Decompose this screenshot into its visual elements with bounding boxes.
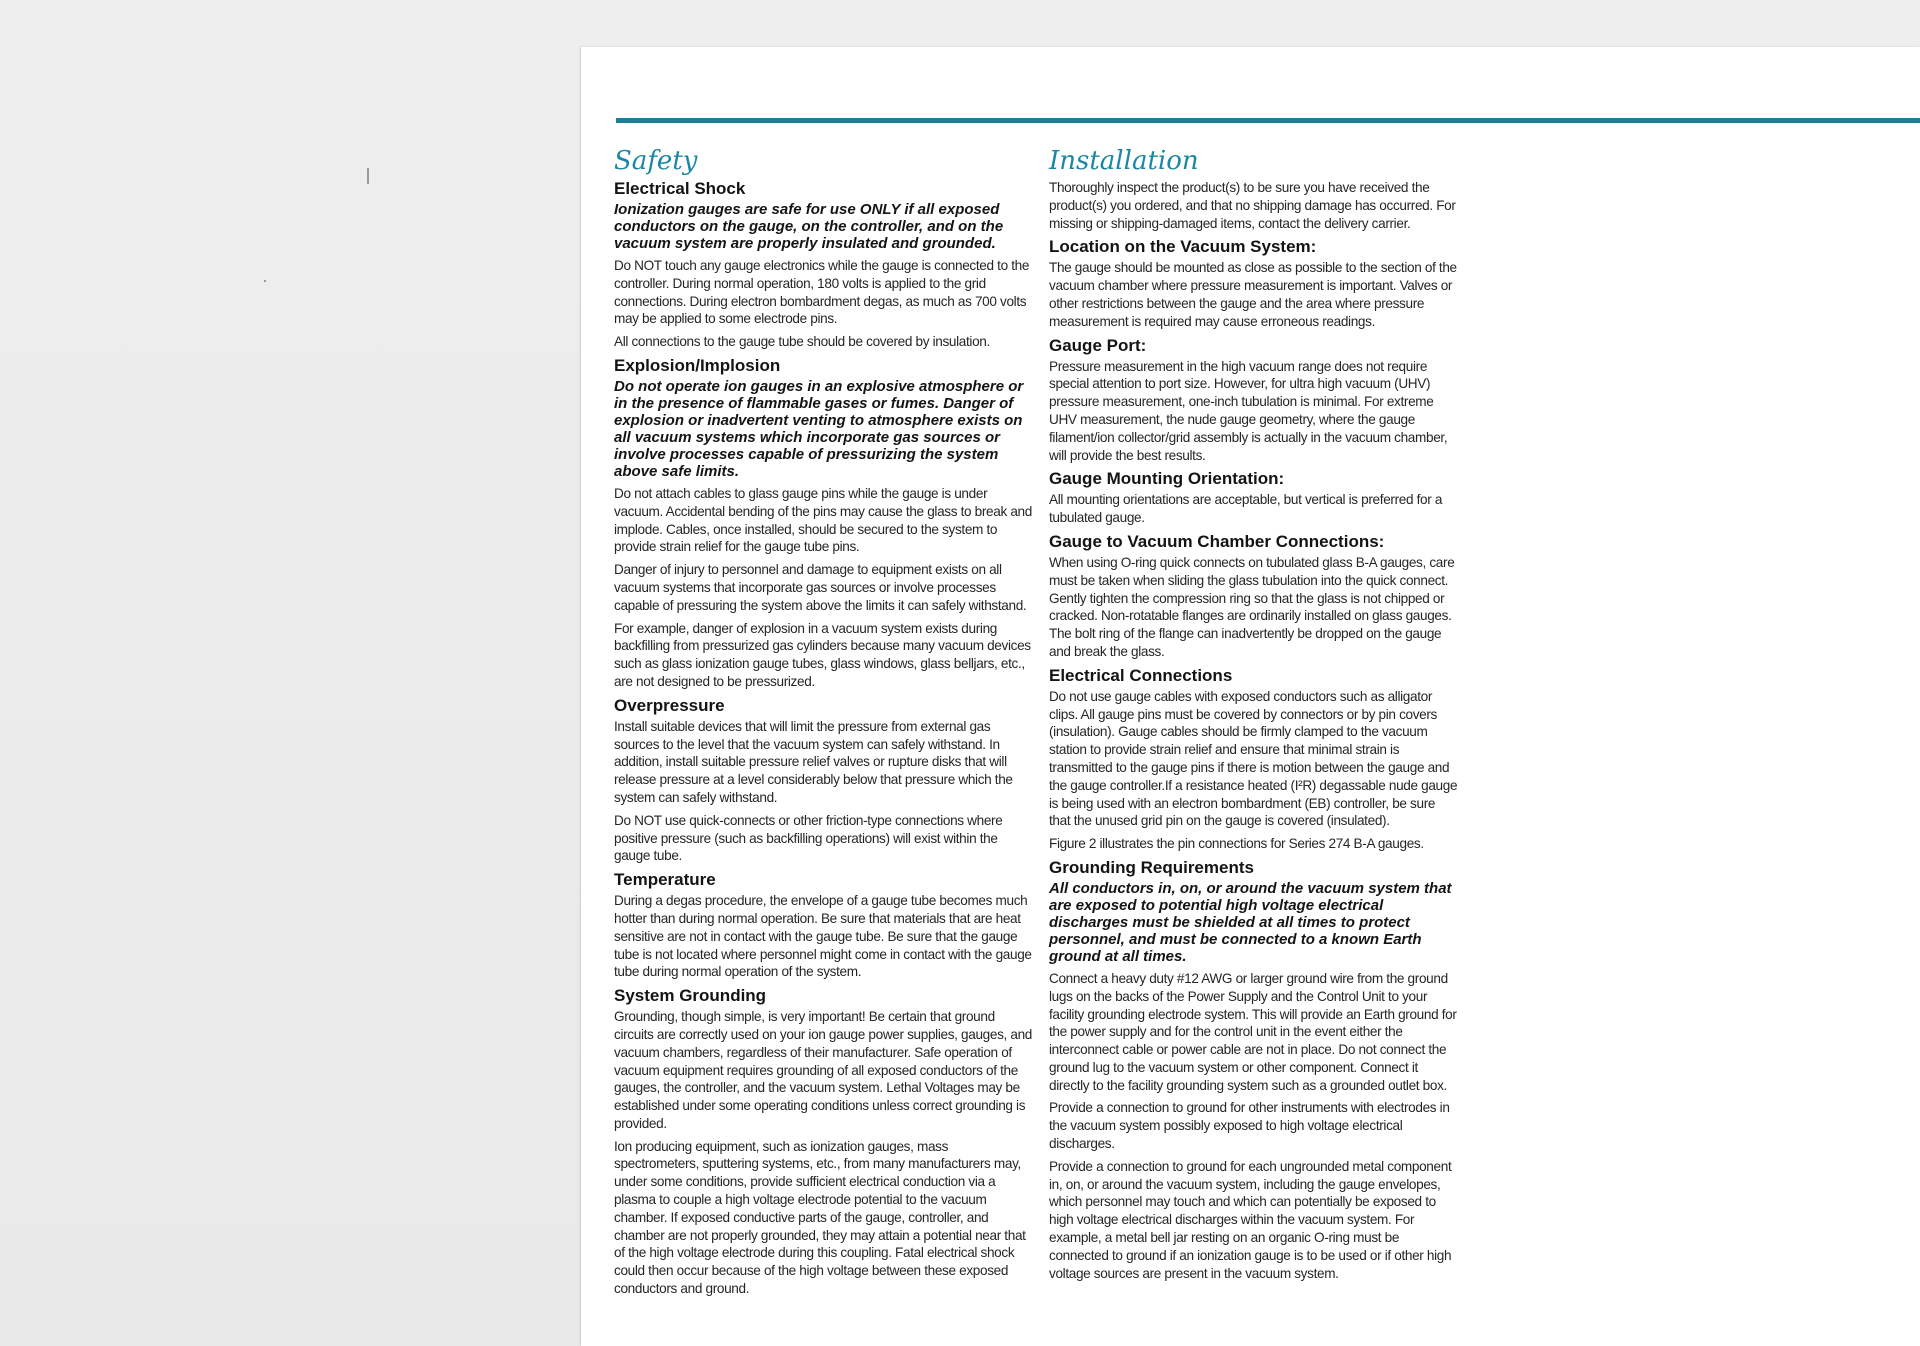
safety-column	[614, 147, 1034, 1303]
subheading: Gauge to Vacuum Chamber Connections:	[1049, 531, 1385, 551]
body-paragraph: Do NOT use quick-connects or other friction-type connections where positive pressure (such as backfilling operations) will exist within the gauge tube.	[614, 812, 1003, 864]
body-paragraph: Do NOT touch any gauge electronics while the gauge is connected to the controller. During normal operation, 180 volts is applied to the grid connections. During electron bombardment degas, as much as 700 volts may be applied to some electrode pins.	[614, 258, 1030, 327]
subheading: Location on the Vacuum System:	[1049, 237, 1317, 257]
safety-column-content	[614, 147, 1034, 1298]
body-paragraph: Ion producing equipment, such as ionization gauges, mass spectrometers, sputtering systems, etc., from many manufacturers may, under some conditions, provide sufficient electrical conduction via a plasma to couple a high voltage electrode potential to the vacuum chamber. If exposed conductive parts of the gauge, controller, and chamber are not properly grounded, they may attain a potential near that of the high voltage electrode during this coupling. Fatal electrical shock could then occur because of the high voltage between these exposed conductors and ground.	[614, 1138, 1026, 1297]
warning-text: Ionization gauges are safe for use ONLY if all exposed conductors on the gauge, on the controller, and on the vacuum system are properly insulated and grounded.	[614, 201, 1004, 252]
dust-speck	[367, 168, 369, 184]
body-paragraph: Install suitable devices that will limit the pressure from external gas sources to the level that the vacuum system can safely withstand. In addition, install suitable pressure relief valves or rupture disks that will release pressure at a level considerably below that pressure which the system can safely withstand.	[614, 718, 1013, 805]
warning-text: Do not operate ion gauges in an explosive atmosphere or in the presence of flammable gases or fumes. Danger of explosion or inadvertent venting to atmosphere exists on all vacuum systems which incorporate gas sources or involve processes capable of pressurizing the system above safe limits.	[614, 377, 1024, 480]
subheading: Overpressure	[614, 695, 725, 715]
body-paragraph: All mounting orientations are acceptable, but vertical is preferred for a tubulated gauge.	[1049, 492, 1443, 526]
document-page	[581, 47, 1920, 1346]
body-paragraph: Do not attach cables to glass gauge pins while the gauge is under vacuum. Accidental bending of the pins may cause the glass to break and implode. Cables, once installed, should be secured to the system to provide strain relief for the gauge tube pins.	[614, 485, 1032, 555]
body-paragraph: Do not use gauge cables with exposed conductors such as alligator clips. All gauge pins must be covered by connectors or by pin covers (insulation). Gauge cables should be firmly clamped to the vacuum station to provide strain relief and ensure that minimal strain is transmitted to the gauge pins if there is motion between the gauge and the gauge controller.If a resistance heated (I²R) degassable nude gauge is being used with an electron bombardment (EB) controller, be sure that the unused grid pin on the gauge is covered (insulated).	[1049, 688, 1458, 829]
warning-text: All conductors in, on, or around the vacuum system that are exposed to potential high voltage electrical discharges must be shielded at all times to protect personnel, and must be connected to a known Earth ground at all times.	[1049, 879, 1452, 965]
body-paragraph: During a degas procedure, the envelope of a gauge tube becomes much hotter than during normal operation. Be sure that materials that are heat sensitive are not in contact with the gauge tube. Be sure that the gauge tube is not located where personnel might come in contact with the gauge tube during normal operation of the system.	[614, 893, 1032, 980]
body-paragraph: Grounding, though simple, is very important! Be certain that ground circuits are correctly used on your ion gauge power supplies, gauges, and vacuum chambers, regardless of their manufacturer. Safe operation of vacuum equipment requires grounding of all exposed conductors of the gauges, the controller, and the vacuum system. Lethal Voltages may be established under some operating conditions unless correct grounding is provided.	[614, 1009, 1033, 1131]
installation-column	[1049, 147, 1459, 1287]
subheading: System Grounding	[614, 986, 767, 1006]
subheading: Electrical Connections	[1049, 665, 1233, 685]
subheading: Gauge Mounting Orientation:	[1049, 469, 1285, 489]
subheading: Temperature	[614, 870, 716, 890]
body-paragraph: When using O-ring quick connects on tubulated glass B-A gauges, care must be taken when sliding the glass tubulation into the quick connect. Gently tighten the compression ring so that the glass is not chipped or cracked. Non-rotatable flanges are ordinarily installed on glass gauges. The bolt ring of the flange can inadvertently be dropped on the gauge and break the glass.	[1049, 554, 1455, 659]
section-title-safety: Safety	[614, 146, 698, 176]
subheading: Grounding Requirements	[1049, 857, 1254, 877]
subheading: Electrical Shock	[614, 179, 746, 198]
installation-blocks	[1049, 179, 1459, 1282]
body-paragraph: For example, danger of explosion in a vacuum system exists during backfilling from pressurized gas cylinders because many vacuum devices such as glass ionization gauge tubes, glass windows, glass belljars, etc., are not designed to be pressurized.	[614, 620, 1031, 689]
body-paragraph: Provide a connection to ground for other instruments with electrodes in the vacuum system possibly exposed to high voltage electrical discharges.	[1049, 1100, 1450, 1152]
body-paragraph: The gauge should be mounted as close as possible to the section of the vacuum chamber where pressure measurement is important. Valves or other restrictions between the gauge and the area where pressure measurement is required may cause erroneous readings.	[1049, 260, 1457, 329]
header-rule	[616, 118, 1920, 123]
dust-speck	[264, 280, 266, 282]
body-paragraph: Figure 2 illustrates the pin connections for Series 274 B-A gauges.	[1049, 836, 1424, 852]
section-title-installation: Installation	[1049, 146, 1199, 176]
body-paragraph: All connections to the gauge tube should be covered by insulation.	[614, 334, 990, 350]
installation-column-content	[1049, 147, 1459, 1282]
subheading: Explosion/Implosion	[614, 355, 781, 375]
body-paragraph: Pressure measurement in the high vacuum range does not require special attention to port size. However, for ultra high vacuum (UHV) pressure measurement, one-inch tubulation is minimal. For extreme UHV measurement, the nude gauge geometry, where the gauge filament/ion collector/grid assembly is actually in the vacuum chamber, will provide the best results.	[1049, 358, 1448, 463]
subheading: Gauge Port:	[1049, 335, 1147, 355]
body-paragraph: Thoroughly inspect the product(s) to be sure you have received the product(s) you ordered, and that no shipping damage has occurred. For missing or shipping-damaged items, contact the delivery carrier.	[1049, 180, 1456, 231]
body-paragraph: Connect a heavy duty #12 AWG or larger ground wire from the ground lugs on the backs of the Power Supply and the Control Unit to your facility grounding electrode system. This will provide an Earth ground for the power supply and for the control unit in the event either the interconnect cable or power cable are not in place. Do not connect the ground lug to the vacuum system or other component. Connect it directly to the facility grounding system such as a grounded outlet box.	[1049, 970, 1457, 1093]
body-paragraph: Provide a connection to ground for each ungrounded metal component in, on, or around the vacuum system, including the gauge envelopes, which personnel may touch and which can potentially be exposed to high voltage electrical discharges within the vacuum system. For example, a metal bell jar resting on an organic O-ring must be connected to ground if an ionization gauge is to be used or if other high voltage sources are present in the vacuum system.	[1049, 1158, 1452, 1281]
safety-blocks	[614, 179, 1034, 1298]
body-paragraph: Danger of injury to personnel and damage to equipment exists on all vacuum systems that incorporate gas sources or involve processes capable of pressuring the system above the limits it can safely withstand.	[614, 562, 1027, 613]
